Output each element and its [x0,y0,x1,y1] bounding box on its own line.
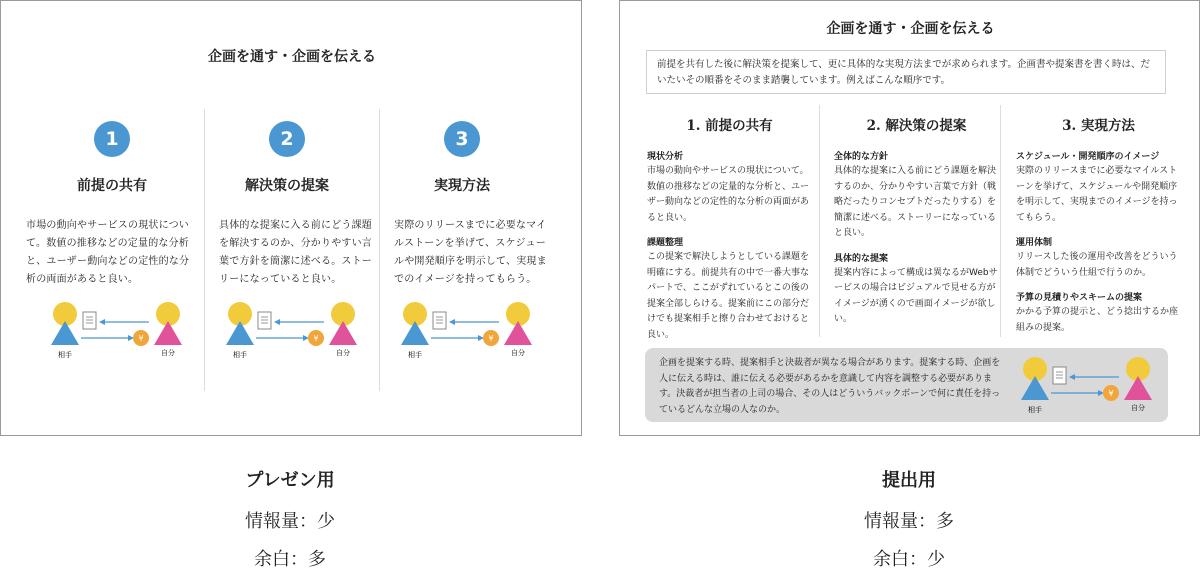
svg-text:¥: ¥ [488,334,494,343]
column-divider [819,105,820,337]
section-title: 運用体制 [1016,238,1053,248]
section-title: 具体的な提案 [834,253,889,264]
column-heading: 解決策の提案 [245,178,329,194]
column-section [1016,150,1181,226]
self-label: 自分 [336,349,350,357]
arrow-right-icon [256,335,309,341]
submission-slide [619,0,1200,436]
presentation-slide [0,0,582,436]
caption-info: 情報量：少 [245,511,335,532]
column-heading: 2. 解決策の提案 [866,118,967,134]
arrow-right-icon [1051,390,1104,396]
partner-label: 相手 [408,351,422,359]
arrow-left-icon [99,319,149,325]
self-label: 自分 [161,349,175,357]
slide-column [26,121,198,289]
note-box [645,348,1168,422]
coin-icon [133,330,149,346]
exchange-illustration [397,301,547,363]
svg-text:¥: ¥ [138,334,144,343]
slide-title: 企画を通す・企画を伝える [826,21,995,37]
document-icon [433,312,446,329]
slide-column [201,121,373,289]
section-title: スケジュール・開発順序のイメージ [1016,152,1160,162]
caption-info: 情報量：多 [864,511,954,532]
column-section [1016,291,1181,336]
slide-title: 企画を通す・企画を伝える [208,49,376,65]
column-heading: 前提の共有 [77,178,147,194]
partner-figure [51,302,79,345]
document-icon [258,312,271,329]
intro-box: 前提を共有した後に解決策を提案して、更に具体的な実現方法までが求められます。企画書や提案書を書く時は、だいたいその順番をそのまま踏襲しています。例えばこんな順序です。 [646,50,1166,94]
slide-column [376,121,548,289]
column-section [647,236,812,343]
column-section [834,150,999,242]
column-section [1016,236,1181,281]
column-heading: 1. 前提の共有 [686,118,773,134]
exchange-illustration [47,301,197,363]
partner-figure [226,302,254,345]
slide-column [647,114,812,353]
arrow-left-icon [274,319,324,325]
column-heading: 実現方法 [434,178,490,194]
section-title: 課題整理 [647,238,684,248]
arrow-left-icon [1069,374,1119,380]
partner-figure [401,302,429,345]
caption-heading: 提出用 [882,470,936,491]
section-title: 予算の見積りやスキームの提案 [1016,293,1143,303]
column-body: 実際のリリースまでに必要なマイルストーンを挙げて、スケジュールや開発順序を明示して、実現までのイメージを持ってもらう。 [394,220,547,285]
coin-icon [483,330,499,346]
column-section [647,150,812,226]
section-body: この提案で解決しようとしている課題を明確にする。前提共有の中で一番大事なパートで、ここがずれているとこの後の提案全部しらける。提案前にこの部分だけでも提案相手と擦り合わせておけると良い。 [647,252,810,340]
column-heading: 3. 実現方法 [1062,118,1135,134]
arrow-left-icon [449,319,499,325]
note-text: 企画を提案する時、提案相手と決裁者が異なる場合があります。提案する時、企画を人に伝える時は、誰に伝える必要があるかを意識して内容を調整する必要があります。決裁者が担当者の上司の場合、その人はどういうバックボーンで何に責任を持っているどんな立場の人なのか。 [659,358,1001,415]
section-title: 全体的な方針 [834,152,889,162]
exchange-illustration [222,301,372,363]
exchange-illustration [1017,356,1167,418]
step-number-badge: 2 [269,121,305,157]
step-number-badge: 1 [94,121,130,157]
caption-heading: プレゼン用 [245,470,335,491]
caption-space: 余白：多 [254,549,326,570]
caption-space: 余白：少 [873,549,945,570]
partner-label: 相手 [233,351,247,359]
self-figure [154,302,182,345]
column-section [834,252,999,328]
svg-text:¥: ¥ [1108,389,1114,398]
partner-label: 相手 [1028,406,1042,414]
column-divider [1000,105,1001,337]
section-body: リリースした後の運用や改善をどういう体制でどういう仕組で行うのか。 [1016,252,1178,278]
partner-figure [1021,357,1049,400]
section-body: 提案内容によって構成は異なるがWebサービスの場合はビジュアルで見せる方がイメージが湧くので画面イメージが欲しい。 [834,267,998,324]
self-figure [1124,357,1152,400]
self-label: 自分 [1131,404,1145,412]
section-body: 具体的な提案に入る前にどう課題を解決するのか、分かりやすい言葉で方針（戦略だったりコンセプトだったりする）を簡潔に述べる。ストーリーになっていると良い。 [834,166,997,238]
arrow-right-icon [81,335,134,341]
self-figure [329,302,357,345]
coin-icon [1103,385,1119,401]
section-body: かかる予算の提示と、どう捻出するか座組みの提案。 [1016,307,1179,333]
slide-column [1016,114,1181,346]
arrow-right-icon [431,335,484,341]
section-title: 現状分析 [647,152,684,162]
partner-label: 相手 [58,351,72,359]
svg-text:¥: ¥ [313,334,319,343]
self-figure [504,302,532,345]
slide-column [834,114,999,338]
document-icon [83,312,96,329]
document-icon [1053,367,1066,384]
section-body: 実際のリリースまでに必要なマイルストーンを挙げて、スケジュールや開発順序を明示して、実現までのイメージを持ってもらう。 [1016,166,1178,223]
column-body: 市場の動向やサービスの現状について。数値の推移などの定量的な分析と、ユーザー動向などの定性的な分析の両面があると良い。 [26,220,190,285]
step-number-badge: 3 [444,121,480,157]
section-body: 市場の動向やサービスの現状について。数値の推移などの定量的な分析と、ユーザー動向などの定性的な分析の両面があると良い。 [647,166,810,223]
column-body: 具体的な提案に入る前にどう課題を解決するのか、分かりやすい言葉で方針を簡潔に述べる。ストーリーになっていると良い。 [219,220,372,285]
self-label: 自分 [511,349,525,357]
coin-icon [308,330,324,346]
